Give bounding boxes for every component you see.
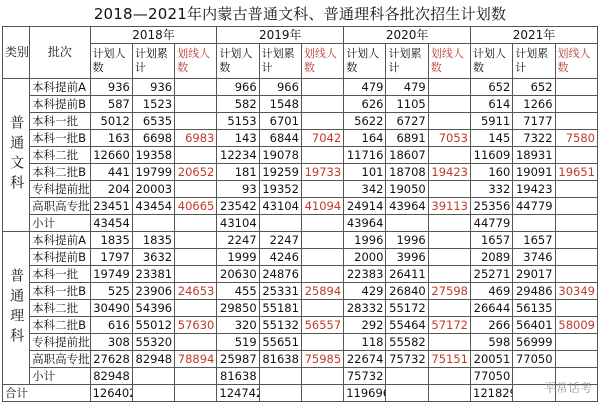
- plan-count-cell: 11609: [471, 147, 513, 164]
- plan-count-cell: 342: [344, 181, 386, 198]
- table-row: [3, 198, 598, 215]
- cutoff-count-cell: [555, 198, 597, 215]
- plan-cumulative-cell: 55320: [132, 334, 174, 351]
- plan-count-cell: 77050: [471, 368, 513, 385]
- plan-cumulative-cell: 18708: [386, 164, 428, 181]
- plan-cumulative-cell: 19799: [132, 164, 174, 181]
- cutoff-count-cell: 24653: [175, 283, 217, 300]
- cutoff-count-cell: [301, 181, 343, 198]
- table-row: [3, 283, 598, 300]
- plan-cumulative-cell: 56135: [513, 300, 555, 317]
- plan-count-cell: 118: [344, 334, 386, 351]
- plan-cumulative-cell: 29017: [513, 266, 555, 283]
- plan-cumulative-cell: 19050: [386, 181, 428, 198]
- table-row: [3, 147, 598, 164]
- total-cell: 121829: [471, 385, 513, 402]
- cutoff-count-cell: [175, 181, 217, 198]
- table-row: [3, 181, 598, 198]
- plan-cumulative-cell: 19259: [259, 164, 301, 181]
- plan-count-cell: 22674: [344, 351, 386, 368]
- cutoff-count-cell: [301, 368, 343, 385]
- plan-cumulative-cell: 4246: [259, 249, 301, 266]
- cutoff-count-cell: 56557: [301, 317, 343, 334]
- batch-cell: 小计: [30, 215, 90, 232]
- plan-cumulative-cell: 26411: [386, 266, 428, 283]
- plan-cumulative-cell: 54396: [132, 300, 174, 317]
- plan-count-cell: 966: [217, 79, 259, 96]
- cutoff-count-cell: [301, 113, 343, 130]
- plan-cumulative-cell: 55651: [259, 334, 301, 351]
- total-cell: [428, 385, 470, 402]
- plan-cumulative-cell: 55172: [386, 300, 428, 317]
- plan-count-cell: 43454: [90, 215, 132, 232]
- plan-count-cell: 11716: [344, 147, 386, 164]
- cutoff-count-cell: [428, 300, 470, 317]
- batch-cell: 本科一批B: [30, 130, 90, 147]
- plan-count-cell: 614: [471, 96, 513, 113]
- category-cell: 普通理科: [3, 232, 30, 385]
- cutoff-count-cell: [301, 249, 343, 266]
- plan-count-cell: 25356: [471, 198, 513, 215]
- cutoff-count-cell: [555, 249, 597, 266]
- batch-cell: 高职高专批: [30, 351, 90, 368]
- total-label: 合计: [3, 385, 91, 402]
- plan-count-cell: 5622: [344, 113, 386, 130]
- plan-count-header: 计划人数: [90, 44, 132, 79]
- plan-cumulative-cell: 6535: [132, 113, 174, 130]
- cutoff-count-cell: [555, 96, 597, 113]
- plan-cumulative-cell: 3996: [386, 249, 428, 266]
- cutoff-count-cell: [175, 249, 217, 266]
- table-row: [3, 334, 598, 351]
- year-header-2021: 2021年: [471, 27, 598, 44]
- plan-cumulative-cell: [132, 368, 174, 385]
- cutoff-count-cell: [301, 79, 343, 96]
- plan-cumulative-cell: [132, 215, 174, 232]
- plan-count-cell: 525: [90, 283, 132, 300]
- cutoff-count-cell: 30349: [555, 283, 597, 300]
- plan-count-cell: 26644: [471, 300, 513, 317]
- batch-cell: 本科二批: [30, 147, 90, 164]
- cutoff-count-cell: 57630: [175, 317, 217, 334]
- sub-header-row: [3, 44, 598, 79]
- cutoff-count-cell: [301, 215, 343, 232]
- plan-count-cell: 652: [471, 79, 513, 96]
- total-cell: 124742: [217, 385, 259, 402]
- plan-cumulative-cell: 55181: [259, 300, 301, 317]
- plan-cumulative-cell: 23381: [132, 266, 174, 283]
- year-header-2020: 2020年: [344, 27, 471, 44]
- table-row: [3, 351, 598, 368]
- batch-cell: 专科提前批: [30, 334, 90, 351]
- plan-count-cell: 441: [90, 164, 132, 181]
- cutoff-count-cell: [428, 147, 470, 164]
- cutoff-count-cell: [428, 79, 470, 96]
- plan-cumulative-cell: 44779: [513, 198, 555, 215]
- cutoff-count-cell: [301, 300, 343, 317]
- cutoff-count-cell: [175, 334, 217, 351]
- cutoff-count-cell: 25894: [301, 283, 343, 300]
- category-header: 类别: [3, 27, 30, 79]
- plan-cumulative-cell: 19078: [259, 147, 301, 164]
- cutoff-count-cell: 6983: [175, 130, 217, 147]
- batch-cell: 本科二批B: [30, 317, 90, 334]
- plan-cumulative-cell: [386, 368, 428, 385]
- batch-cell: 本科提前B: [30, 249, 90, 266]
- plan-count-cell: 332: [471, 181, 513, 198]
- year-header-row: [3, 27, 598, 44]
- cutoff-count-cell: [555, 79, 597, 96]
- plan-count-cell: 626: [344, 96, 386, 113]
- plan-cumulative-cell: 652: [513, 79, 555, 96]
- plan-cumulative-cell: [513, 215, 555, 232]
- plan-cumulative-cell: 19358: [132, 147, 174, 164]
- plan-count-cell: 43964: [344, 215, 386, 232]
- cutoff-count-cell: [428, 113, 470, 130]
- table-body: [3, 79, 598, 402]
- plan-count-cell: 1999: [217, 249, 259, 266]
- cutoff-count-cell: [555, 181, 597, 198]
- cutoff-count-cell: [555, 351, 597, 368]
- plan-count-cell: 75732: [344, 368, 386, 385]
- cutoff-count-cell: [428, 249, 470, 266]
- plan-cumulative-cell: 7177: [513, 113, 555, 130]
- plan-count-cell: 12660: [90, 147, 132, 164]
- plan-count-cell: 163: [90, 130, 132, 147]
- plan-count-cell: 292: [344, 317, 386, 334]
- plan-count-cell: 469: [471, 283, 513, 300]
- batch-cell: 本科二批: [30, 300, 90, 317]
- batch-header: 批次: [30, 27, 90, 79]
- plan-cumulative-cell: 966: [259, 79, 301, 96]
- cutoff-count-header: 划线人数: [428, 44, 470, 79]
- plan-cumulative-cell: 29486: [513, 283, 555, 300]
- cutoff-count-cell: [175, 232, 217, 249]
- plan-count-cell: 164: [344, 130, 386, 147]
- plan-cumulative-cell: 19423: [513, 181, 555, 198]
- plan-cumulative-cell: 936: [132, 79, 174, 96]
- plan-count-cell: 81638: [217, 368, 259, 385]
- cutoff-count-cell: [428, 368, 470, 385]
- cutoff-count-cell: 58009: [555, 317, 597, 334]
- plan-cumulative-cell: 75732: [386, 351, 428, 368]
- plan-count-cell: 27628: [90, 351, 132, 368]
- plan-count-cell: 1996: [344, 232, 386, 249]
- cutoff-count-cell: 7580: [555, 130, 597, 147]
- cutoff-count-cell: [428, 96, 470, 113]
- year-header-2019: 2019年: [217, 27, 344, 44]
- cutoff-count-header: 划线人数: [301, 44, 343, 79]
- total-cell: [175, 385, 217, 402]
- table-row: [3, 96, 598, 113]
- plan-cumulative-cell: [259, 215, 301, 232]
- cutoff-count-cell: 20652: [175, 164, 217, 181]
- plan-count-cell: 82948: [90, 368, 132, 385]
- table-row: [3, 215, 598, 232]
- plan-count-cell: 28332: [344, 300, 386, 317]
- cutoff-count-cell: 19423: [428, 164, 470, 181]
- plan-cumulative-cell: 1657: [513, 232, 555, 249]
- cutoff-count-cell: [301, 334, 343, 351]
- total-cell: 126402: [90, 385, 132, 402]
- plan-cumulative-header: 计划累计: [259, 44, 301, 79]
- plan-count-cell: 22383: [344, 266, 386, 283]
- plan-cumulative-header: 计划累计: [513, 44, 555, 79]
- plan-count-cell: 101: [344, 164, 386, 181]
- plan-cumulative-cell: 81638: [259, 351, 301, 368]
- plan-count-cell: 25271: [471, 266, 513, 283]
- plan-count-cell: 24914: [344, 198, 386, 215]
- table-row: [3, 249, 598, 266]
- plan-count-cell: 587: [90, 96, 132, 113]
- plan-count-cell: 2247: [217, 232, 259, 249]
- batch-cell: 高职高专批: [30, 198, 90, 215]
- plan-cumulative-header: 计划累计: [132, 44, 174, 79]
- table-row: [3, 113, 598, 130]
- batch-cell: 本科提前A: [30, 79, 90, 96]
- total-cell: [386, 385, 428, 402]
- plan-count-cell: 23542: [217, 198, 259, 215]
- total-cell: [301, 385, 343, 402]
- cutoff-count-cell: [301, 266, 343, 283]
- plan-cumulative-cell: 77050: [513, 351, 555, 368]
- plan-cumulative-cell: 6844: [259, 130, 301, 147]
- plan-cumulative-cell: 1523: [132, 96, 174, 113]
- plan-cumulative-cell: 6891: [386, 130, 428, 147]
- plan-cumulative-cell: 1105: [386, 96, 428, 113]
- table-row: [3, 266, 598, 283]
- cutoff-count-cell: [175, 266, 217, 283]
- table-row: [3, 368, 598, 385]
- cutoff-count-cell: [175, 215, 217, 232]
- plan-count-cell: 19749: [90, 266, 132, 283]
- plan-count-cell: 160: [471, 164, 513, 181]
- plan-count-cell: 20051: [471, 351, 513, 368]
- enrollment-plan-table: [2, 26, 598, 402]
- cutoff-count-cell: [175, 113, 217, 130]
- table-row: [3, 79, 598, 96]
- cutoff-count-cell: 19733: [301, 164, 343, 181]
- plan-count-cell: 266: [471, 317, 513, 334]
- plan-count-cell: 25987: [217, 351, 259, 368]
- batch-cell: 专科提前批: [30, 181, 90, 198]
- cutoff-count-cell: 27598: [428, 283, 470, 300]
- plan-cumulative-cell: 43454: [132, 198, 174, 215]
- cutoff-count-cell: [175, 368, 217, 385]
- cutoff-count-header: 划线人数: [175, 44, 217, 79]
- plan-count-cell: 5012: [90, 113, 132, 130]
- cutoff-count-cell: 57172: [428, 317, 470, 334]
- plan-cumulative-cell: 1548: [259, 96, 301, 113]
- batch-cell: 本科提前B: [30, 96, 90, 113]
- plan-count-cell: 30490: [90, 300, 132, 317]
- cutoff-count-cell: [301, 96, 343, 113]
- plan-count-cell: 1797: [90, 249, 132, 266]
- plan-cumulative-cell: 7322: [513, 130, 555, 147]
- table-row: [3, 232, 598, 249]
- plan-count-cell: 143: [217, 130, 259, 147]
- plan-cumulative-cell: 25331: [259, 283, 301, 300]
- cutoff-count-cell: [428, 334, 470, 351]
- cutoff-count-cell: [301, 147, 343, 164]
- cutoff-count-cell: 40665: [175, 198, 217, 215]
- plan-cumulative-cell: 56401: [513, 317, 555, 334]
- cutoff-count-cell: [555, 113, 597, 130]
- plan-count-cell: 429: [344, 283, 386, 300]
- table-row: [3, 130, 598, 147]
- total-cell: [259, 385, 301, 402]
- plan-cumulative-cell: 24876: [259, 266, 301, 283]
- year-header-2018: 2018年: [90, 27, 217, 44]
- plan-count-cell: 204: [90, 181, 132, 198]
- plan-count-cell: 582: [217, 96, 259, 113]
- plan-cumulative-cell: 23906: [132, 283, 174, 300]
- plan-cumulative-cell: 55582: [386, 334, 428, 351]
- plan-count-cell: 2089: [471, 249, 513, 266]
- plan-count-cell: 23451: [90, 198, 132, 215]
- plan-cumulative-cell: 6701: [259, 113, 301, 130]
- cutoff-count-cell: [555, 215, 597, 232]
- watermark: 平常话考: [544, 379, 592, 396]
- table-row: [3, 164, 598, 181]
- plan-cumulative-cell: 1835: [132, 232, 174, 249]
- cutoff-count-cell: 41094: [301, 198, 343, 215]
- category-cell: 普通文科: [3, 79, 30, 232]
- plan-count-cell: 93: [217, 181, 259, 198]
- cutoff-count-cell: [555, 266, 597, 283]
- cutoff-count-cell: [301, 232, 343, 249]
- cutoff-count-cell: [175, 147, 217, 164]
- plan-count-cell: 519: [217, 334, 259, 351]
- table-row: [3, 317, 598, 334]
- plan-cumulative-cell: 6698: [132, 130, 174, 147]
- batch-cell: 本科一批: [30, 113, 90, 130]
- cutoff-count-cell: 75151: [428, 351, 470, 368]
- cutoff-count-cell: [175, 79, 217, 96]
- plan-cumulative-cell: 55132: [259, 317, 301, 334]
- plan-count-cell: 1835: [90, 232, 132, 249]
- plan-count-cell: 5911: [471, 113, 513, 130]
- cutoff-count-cell: [555, 147, 597, 164]
- cutoff-count-cell: 19651: [555, 164, 597, 181]
- plan-count-cell: 145: [471, 130, 513, 147]
- plan-count-cell: 181: [217, 164, 259, 181]
- plan-count-cell: 20630: [217, 266, 259, 283]
- cutoff-count-cell: 39113: [428, 198, 470, 215]
- plan-count-cell: 29850: [217, 300, 259, 317]
- cutoff-count-header: 划线人数: [555, 44, 597, 79]
- cutoff-count-cell: [428, 266, 470, 283]
- cutoff-count-cell: [175, 96, 217, 113]
- plan-cumulative-cell: 18931: [513, 147, 555, 164]
- plan-count-cell: 308: [90, 334, 132, 351]
- plan-count-cell: 44779: [471, 215, 513, 232]
- plan-cumulative-cell: 18607: [386, 147, 428, 164]
- plan-cumulative-cell: 26840: [386, 283, 428, 300]
- batch-cell: 本科提前A: [30, 232, 90, 249]
- plan-cumulative-cell: [386, 215, 428, 232]
- cutoff-count-cell: 7042: [301, 130, 343, 147]
- plan-count-header: 计划人数: [471, 44, 513, 79]
- plan-cumulative-cell: 6727: [386, 113, 428, 130]
- plan-cumulative-cell: 19352: [259, 181, 301, 198]
- plan-cumulative-cell: [259, 368, 301, 385]
- page-title: 2018—2021年内蒙古普通文科、普通理科各批次招生计划数: [0, 3, 600, 25]
- plan-count-cell: 12234: [217, 147, 259, 164]
- cutoff-count-cell: 7053: [428, 130, 470, 147]
- table-row: [3, 300, 598, 317]
- plan-cumulative-cell: 55464: [386, 317, 428, 334]
- plan-count-cell: 479: [344, 79, 386, 96]
- plan-cumulative-cell: 479: [386, 79, 428, 96]
- plan-count-header: 计划人数: [217, 44, 259, 79]
- cutoff-count-cell: 75985: [301, 351, 343, 368]
- total-cell: [132, 385, 174, 402]
- cutoff-count-cell: [428, 181, 470, 198]
- plan-cumulative-cell: 1996: [386, 232, 428, 249]
- plan-count-cell: 5153: [217, 113, 259, 130]
- plan-count-cell: 616: [90, 317, 132, 334]
- plan-count-cell: 1657: [471, 232, 513, 249]
- plan-count-cell: 43104: [217, 215, 259, 232]
- cutoff-count-cell: [428, 232, 470, 249]
- cutoff-count-cell: [555, 334, 597, 351]
- plan-cumulative-cell: 2247: [259, 232, 301, 249]
- cutoff-count-cell: [175, 300, 217, 317]
- total-row: [3, 385, 598, 402]
- cutoff-count-cell: [555, 300, 597, 317]
- plan-count-header: 计划人数: [344, 44, 386, 79]
- plan-cumulative-cell: 19091: [513, 164, 555, 181]
- plan-count-cell: 936: [90, 79, 132, 96]
- cutoff-count-cell: 78894: [175, 351, 217, 368]
- plan-cumulative-cell: 43964: [386, 198, 428, 215]
- plan-count-cell: 455: [217, 283, 259, 300]
- plan-cumulative-cell: 43104: [259, 198, 301, 215]
- plan-count-cell: 2000: [344, 249, 386, 266]
- plan-count-cell: 320: [217, 317, 259, 334]
- plan-cumulative-header: 计划累计: [386, 44, 428, 79]
- plan-cumulative-cell: 3746: [513, 249, 555, 266]
- batch-cell: 本科一批B: [30, 283, 90, 300]
- plan-count-cell: 598: [471, 334, 513, 351]
- batch-cell: 本科二批B: [30, 164, 90, 181]
- plan-cumulative-cell: 1266: [513, 96, 555, 113]
- plan-cumulative-cell: 82948: [132, 351, 174, 368]
- batch-cell: 小计: [30, 368, 90, 385]
- plan-cumulative-cell: 3632: [132, 249, 174, 266]
- total-cell: 119696: [344, 385, 386, 402]
- plan-cumulative-cell: 20003: [132, 181, 174, 198]
- plan-cumulative-cell: 56999: [513, 334, 555, 351]
- batch-cell: 本科一批: [30, 266, 90, 283]
- plan-cumulative-cell: 55012: [132, 317, 174, 334]
- cutoff-count-cell: [428, 215, 470, 232]
- cutoff-count-cell: [555, 232, 597, 249]
